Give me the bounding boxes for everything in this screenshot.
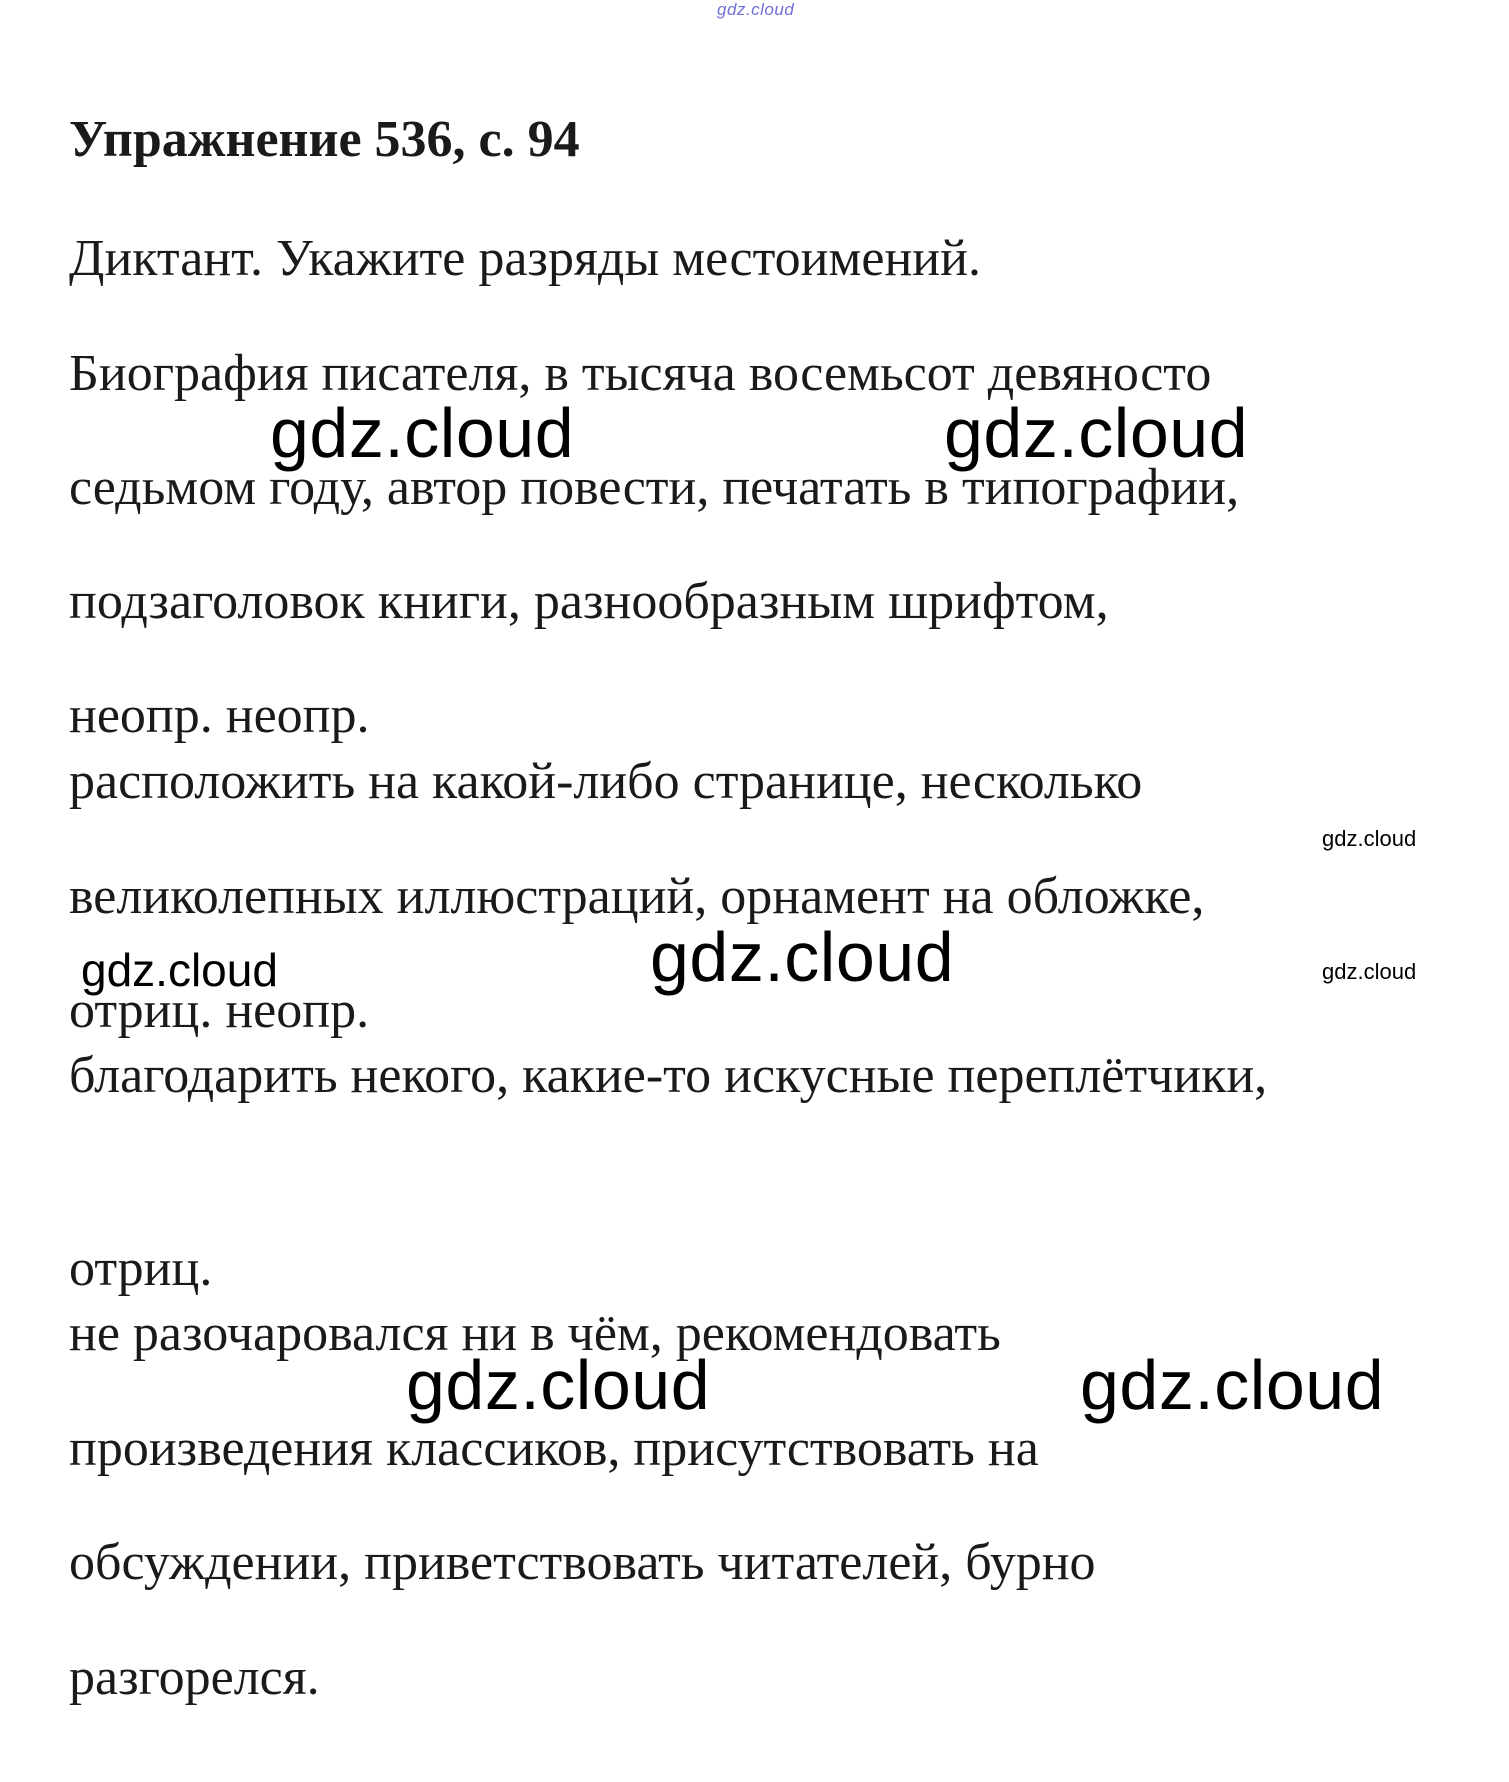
watermark-text: gdz.cloud: [81, 944, 278, 996]
text-line-instruction: Диктант. Укажите разряды местоимений.: [69, 230, 981, 287]
watermark-text: gdz.cloud: [944, 394, 1249, 472]
text-line: произведения классиков, присутствовать на: [69, 1420, 1039, 1477]
text-line: великолепных иллюстраций, орнамент на обложке,: [69, 868, 1205, 925]
watermark-text: gdz.cloud: [650, 918, 955, 996]
watermark-text: gdz.cloud: [1322, 959, 1417, 984]
pronoun-category-annotation: неопр. неопр.: [69, 687, 370, 744]
text-line: расположить на какой-либо странице, несколько: [69, 753, 1143, 810]
text-line: подзаголовок книги, разнообразным шрифтом,: [69, 573, 1109, 630]
text-line: обсуждении, приветствовать читателей, бурно: [69, 1534, 1096, 1591]
text-line: не разочаровался ни в чём, рекомендовать: [69, 1305, 1001, 1362]
watermark-text: gdz.cloud: [406, 1346, 711, 1424]
text-line: благодарить некого, какие-то искусные переплётчики,: [69, 1047, 1268, 1104]
text-line: разгорелся.: [69, 1649, 320, 1706]
pronoun-category-annotation: отриц.: [69, 1240, 213, 1297]
text-line: Биография писателя, в тысяча восемьсот девяносто: [69, 345, 1212, 402]
site-watermark-top: gdz.cloud: [717, 0, 795, 19]
watermark-text: gdz.cloud: [270, 394, 575, 472]
exercise-title: Упражнение 536, с. 94: [69, 111, 580, 168]
pronoun-category-annotation: отриц. неопр.: [69, 982, 370, 1039]
text-line: седьмом году, автор повести, печатать в типографии,: [69, 459, 1240, 516]
watermark-text: gdz.cloud: [1080, 1346, 1385, 1424]
watermark-text: gdz.cloud: [1322, 826, 1417, 851]
